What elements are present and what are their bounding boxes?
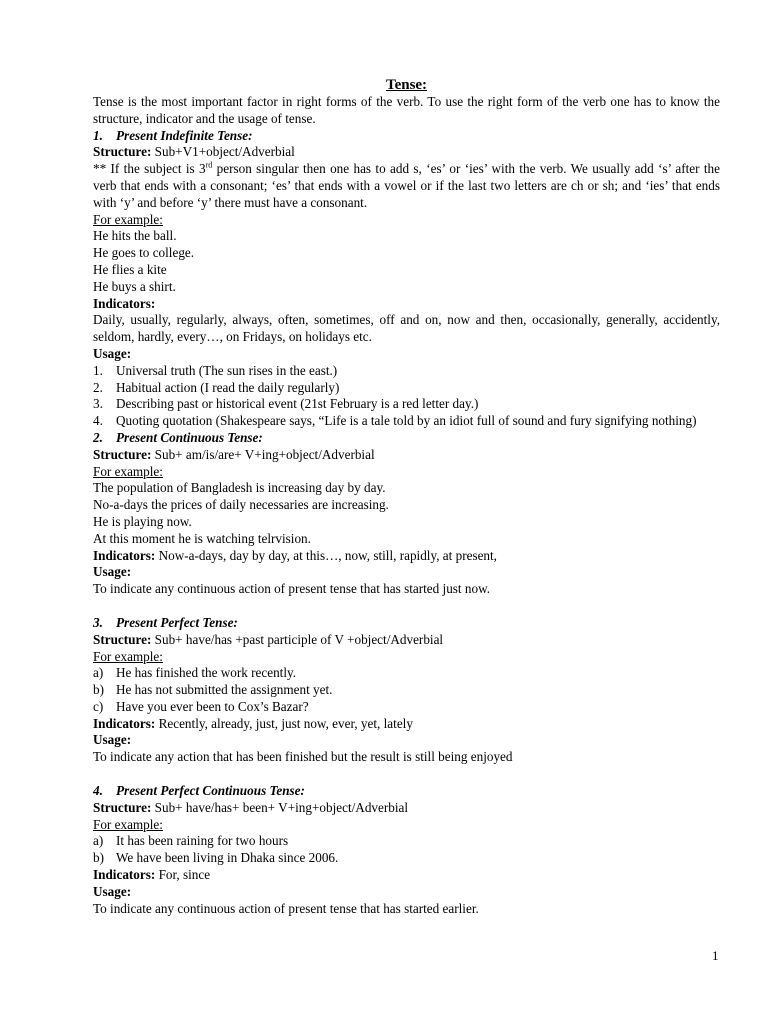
- structure-label: Structure:: [93, 446, 152, 462]
- structure-label: Structure:: [93, 631, 152, 647]
- page-title: Tense:: [385, 77, 428, 93]
- list-marker: a): [93, 665, 104, 681]
- usage-label: Usage:: [93, 564, 132, 580]
- structure-line: [93, 632, 720, 649]
- list-marker: a): [93, 833, 104, 849]
- example-label: For example:: [93, 816, 163, 832]
- structure-line: [93, 144, 720, 161]
- indicators-text: Recently, already, just, just now, ever, yet, lately: [158, 715, 413, 731]
- example-sentence: At this moment he is watching telrvision.: [93, 530, 311, 546]
- example-sentence: He has finished the work recently.: [116, 665, 297, 681]
- usage-item: [93, 413, 720, 430]
- example-item: [93, 833, 720, 850]
- example-sentence: He hits the ball.: [93, 228, 177, 244]
- example-item: [93, 699, 720, 716]
- example-sentence: He buys a shirt.: [93, 278, 176, 294]
- section-spacer: [93, 766, 720, 783]
- example-list: [93, 665, 720, 715]
- example-list: [93, 833, 720, 867]
- section-number: 2.: [93, 429, 103, 445]
- example-sentence: We have been living in Dhaka since 2006.: [116, 850, 339, 866]
- indicators-line: [93, 716, 720, 733]
- example-item: [93, 850, 720, 867]
- example-sentence: The population of Bangladesh is increasing day by day.: [93, 480, 386, 496]
- example-sentence: It has been raining for two hours: [116, 833, 289, 849]
- usage-text: To indicate any continuous action of present tense that has started earlier.: [93, 900, 479, 916]
- list-marker: 2.: [93, 379, 103, 395]
- section-title: Present Perfect Continuous Tense:: [116, 783, 305, 799]
- usage-item-text: Describing past or historical event (21st February is a red letter day.): [116, 396, 479, 412]
- indicators-text: Daily, usually, regularly, always, often, sometimes, off and on, now and then, occasionally, generally, accidently, seldom, hardly, every…, on Fridays, on holidays etc.: [93, 312, 720, 345]
- example-sentence: He flies a kite: [93, 261, 167, 277]
- usage-item-text: Habitual action (I read the daily regularly): [116, 379, 340, 395]
- section-spacer: [93, 598, 720, 615]
- list-marker: b): [93, 682, 104, 698]
- usage-item: [93, 380, 720, 397]
- structure-formula: Sub+ have/has +past participle of V +object/Adverbial: [154, 631, 444, 647]
- usage-text: To indicate any continuous action of present tense that has started just now.: [93, 581, 491, 597]
- example-sentence: Have you ever been to Cox’s Bazar?: [116, 698, 309, 714]
- usage-item: [93, 363, 720, 380]
- list-marker: 4.: [93, 413, 103, 429]
- indicators-text: For, since: [158, 867, 211, 883]
- example-label: For example:: [93, 463, 163, 479]
- section-number: 3.: [93, 614, 103, 630]
- section-heading-present-continuous: [93, 430, 720, 447]
- structure-formula: Sub+ am/is/are+ V+ing+object/Adverbial: [154, 446, 375, 462]
- usage-label: Usage:: [93, 345, 132, 361]
- section-number: 4.: [93, 783, 103, 799]
- structure-formula: Sub+ have/has+ been+ V+ing+object/Adverbial: [154, 799, 409, 815]
- example-label: For example:: [93, 648, 163, 664]
- list-marker: b): [93, 850, 104, 866]
- indicators-label: Indicators:: [93, 295, 156, 311]
- usage-text: To indicate any action that has been finished but the result is still being enjoyed: [93, 749, 513, 765]
- example-sentence: He is playing now.: [93, 513, 192, 529]
- section-title: Present Perfect Tense:: [116, 614, 238, 630]
- indicators-label: Indicators:: [93, 547, 156, 563]
- structure-line: [93, 447, 720, 464]
- example-item: [93, 682, 720, 699]
- structure-label: Structure:: [93, 144, 152, 160]
- section-title: Present Continuous Tense:: [116, 429, 263, 445]
- section-heading-present-perfect-continuous: [93, 783, 720, 800]
- indicators-line: [93, 548, 720, 565]
- rule-note: [93, 161, 720, 211]
- intro-paragraph: Tense is the most important factor in right forms of the verb. To use the right form of the verb one has to know the structure, indicator and the usage of tense.: [93, 94, 720, 126]
- structure-formula: Sub+V1+object/Adverbial: [154, 144, 295, 160]
- structure-line: [93, 800, 720, 817]
- usage-item-text: Universal truth (The sun rises in the east.): [116, 362, 338, 378]
- rule-note-text: person singular then one has to add s, ‘es’ or ‘ies’ with the verb. We usually add ‘s’ after the verb that ends with a consonant; ‘es’ that ends with a vowel or if the last two letters are ch or sh; and ‘ies’ that ends with ‘y’ and before ‘y’ there must have a consonant.: [93, 161, 720, 210]
- section-heading-present-indefinite: [93, 128, 720, 145]
- list-marker: 1.: [93, 362, 103, 378]
- usage-list: [93, 363, 720, 430]
- indicators-label: Indicators:: [93, 715, 156, 731]
- indicators-text: Now-a-days, day by day, at this…, now, still, rapidly, at present,: [158, 547, 497, 563]
- list-marker: 3.: [93, 396, 103, 412]
- example-item: [93, 665, 720, 682]
- section-number: 1.: [93, 127, 103, 143]
- rule-note-text: ** If the subject is 3: [93, 161, 206, 177]
- example-sentence: No-a-days the prices of daily necessaries are increasing.: [93, 497, 389, 513]
- indicators-label: Indicators:: [93, 867, 156, 883]
- usage-item: [93, 396, 720, 413]
- indicators-line: [93, 867, 720, 884]
- structure-label: Structure:: [93, 799, 152, 815]
- list-marker: c): [93, 698, 104, 714]
- usage-label: Usage:: [93, 732, 132, 748]
- page-number: 1: [712, 948, 719, 963]
- example-label: For example:: [93, 211, 163, 227]
- section-heading-present-perfect: [93, 615, 720, 632]
- usage-item-text: Quoting quotation (Shakespeare says, “Life is a tale told by an idiot full of sound and fury signifying nothing): [116, 413, 697, 429]
- example-sentence: He goes to college.: [93, 245, 195, 261]
- section-title: Present Indefinite Tense:: [116, 127, 253, 143]
- usage-label: Usage:: [93, 883, 132, 899]
- example-sentence: He has not submitted the assignment yet.: [116, 682, 333, 698]
- document-body: [93, 76, 720, 917]
- rule-note-superscript: rd: [205, 160, 213, 170]
